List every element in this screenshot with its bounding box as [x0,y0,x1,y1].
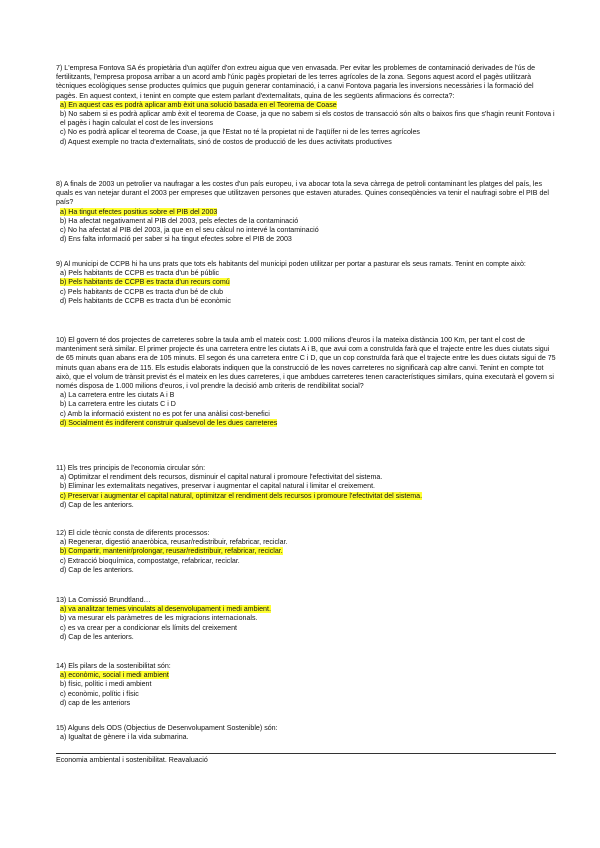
question-block [56,596,271,642]
answer-options [56,473,422,510]
answer-options [56,733,278,742]
answer-option [60,733,278,742]
question-stem: 12) El cicle tècnic consta de diferents processos: [56,529,210,537]
highlighted-answer-text: b) Pels habitants de CCPB es tracta d'un recurs comú [60,278,230,287]
answer-text: c) No ha afectat al PIB del 2003, ja que en el seu càlcul no intervé la contaminació [60,226,319,235]
question-block [56,336,556,428]
question-block [56,662,171,708]
answer-text: d) cap de les anteriors [60,698,131,707]
answer-option [60,138,556,147]
answer-option [60,671,171,680]
highlighted-answer-text: a) Ha tingut efectes positius sobre el PIB del 2003 [60,207,218,216]
answer-text: c) Extracció bioquímica, compostatge, refabricar, reciclar. [60,556,240,565]
highlighted-answer-text: a) econòmic, social i medi ambient [60,671,169,680]
answer-text: c) Amb la informació existent no es pot fer una anàlisi cost-benefici [60,409,270,418]
answer-text: d) Cap de les anteriors. [60,565,134,574]
question-stem: 13) La Comissió Brundtland… [56,596,151,604]
question-stem: 14) Els pilars de la sostenibilitat són: [56,662,171,670]
answer-option [60,410,556,419]
answer-option [60,297,526,306]
answer-text: b) Eliminar les externalitats negatives, preservar i augmentar el capital natural i limitar el creixement. [60,482,376,491]
answer-text: d) Pels habitants de CCPB es tracta d'un bé econòmic [60,296,231,305]
answer-text: a) Regenerar, digestió anaeròbica, reusar/redistribuir, refabricar, reciclar. [60,538,288,547]
answer-text: b) va mesurar els paràmetres de les migracions internacionals. [60,614,258,623]
answer-option [60,501,422,510]
answer-option [60,391,556,400]
answer-text: a) Pels habitants de CCPB es tracta d'un bé públic [60,269,220,278]
footer-divider [56,753,556,754]
answer-text: b) No sabem si es podrà aplicar amb èxit el teorema de Coase, ja que no sabem si els costos de transacció són alts o baixos fins que s'hagin reunit Fontova i el pagès i hagin calculat el cost de les inversions [60,110,555,128]
question-stem: 8) A finals de 2003 un petrolier va naufragar a les costes d'un país europeu, i va abocar tota la seva càrrega de petroli contaminant les platges del país, les quals es van netejar durant el 2003 per empreses que utilitzaven persones que estaven aturades. Quines conseqüències va tenir el naufragi sobre el PIB del país? [56,180,549,207]
question-block [56,724,278,742]
answer-text: b) físic, polític i medi ambient [60,680,152,689]
highlighted-answer-text: d) Socialment és indiferent construir qualsevol de les dues carreteres [60,418,278,427]
answer-option [60,419,556,428]
answer-option [60,624,271,633]
question-block [56,464,422,510]
answer-option [60,226,556,235]
answer-text: b) Ha afectat negativament al PIB del 2003, pels efectes de la contaminació [60,216,299,225]
answer-text: d) Aquest exemple no tracta d'externalitats, sinó de costos de producció de les dues activitats productives [60,137,392,146]
question-stem: 15) Alguns dels ODS (Objectius de Desenvolupament Sostenible) són: [56,724,278,732]
question-stem: 7) L'empresa Fontova SA és propietària d'un aqüífer d'on extreu aigua que ven envasada. Per evitar les problemes de contaminació derivades de l'ús de fertilitzants, l'empresa proposa arribar a un acord amb l'únic pagès propietari de les terres agrícoles de la zona. Segons aquest acord el pagès utilitzarà tècniques ecològiques sense productes químics que puguin generar contaminació, i a canvi Fontova pagaria les inversions necessàries i la formació del pagès. En aquest context, i tenint en compte que estem parlant d'externalitats, quina de les següents afirmacions és correcta?: [56,64,536,100]
answer-options [56,101,556,147]
answer-option [60,288,526,297]
answer-text: a) La carretera entre les ciutats A i B [60,391,175,400]
answer-option [60,614,271,623]
question-stem: 11) Els tres principis de l'economia circular són: [56,464,206,472]
highlighted-answer-text: a) En aquest cas es podrà aplicar amb èxit una solució basada en el Teorema de Coase [60,100,337,109]
answer-text: c) econòmic, polític i físic [60,689,139,698]
answer-option [60,680,171,689]
answer-option [60,208,556,217]
answer-options [56,208,556,245]
answer-option [60,217,556,226]
answer-option [60,492,422,501]
question-stem: 10) El govern té dos projectes de carreteres sobre la taula amb el mateix cost: 1.000 milions d'euros i la mateixa distància 100 Km, per tant el cost de manteniment serà similar. El primer projecte és una carretera entre les ciutats A i B, que avui com a construïda farà que el trajecte entre les dues ciutats sigui de 65 minuts quan abans era de 105 minuts. El segon és una carretera entre C i D, que un cop construïda farà que el trajecte entre les dues ciutats sigui de 75 minuts quan abans era de 115. Els estudis elaborats indiquen que la construcció de les noves carreteres no significarà cap altre canvi. Tenint en compte tot això, que el volum de trànsit previst és el mateix en les dues carreteres, i que ambdues carreteres tenen característiques similars, quina executarà el govern si només disposa de 1.000 milions d'euros, i vol prendre la decisió amb criteris de rendibilitat social? [56,336,556,391]
answer-options [56,391,556,428]
answer-option [60,699,171,708]
answer-options [56,269,526,306]
highlighted-answer-text: b) Compartir, mantenir/prolongar, reusar/redistribuir, refabricar, reciclar. [60,547,283,556]
question-block [56,64,556,147]
question-block [56,260,526,306]
answer-option [60,566,288,575]
answer-option [60,278,526,287]
answer-text: c) es va crear per a condicionar els límits del creixement [60,623,238,632]
answer-text: d) Cap de les anteriors. [60,632,134,641]
highlighted-answer-text: c) Preservar i augmentar el capital natural, optimitzar el rendiment dels recursos i promoure l'efectivitat del sistema. [60,491,423,500]
answer-option [60,110,556,128]
answer-option [60,235,556,244]
answer-text: b) La carretera entre les ciutats C i D [60,400,176,409]
answer-option [60,473,422,482]
highlighted-answer-text: a) va analitzar temes vinculats al desenvolupament i medi ambient. [60,605,271,614]
answer-option [60,400,556,409]
answer-option [60,128,556,137]
answer-option [60,633,271,642]
answer-options [56,605,271,642]
answer-text: a) Igualtat de gènere i la vida submarina. [60,733,189,742]
answer-text: a) Optimitzar el rendiment dels recursos, disminuir el capital natural i promoure l'efectivitat del sistema. [60,473,383,482]
question-block [56,180,556,244]
answer-option [60,547,288,556]
answer-option [60,690,171,699]
answer-option [60,605,271,614]
answer-options [56,671,171,708]
answer-text: c) Pels habitants de CCPB es tracta d'un bé de club [60,287,224,296]
answer-option [60,557,288,566]
answer-options [56,538,288,575]
answer-text: d) Cap de les anteriors. [60,500,134,509]
question-block [56,529,288,575]
answer-option [60,101,556,110]
question-stem: 9) Al municipi de CCPB hi ha uns prats que tots els habitants del municipi poden utilitzar per portar a pasturar els seus ramats. Tenint en compte això: [56,260,526,268]
answer-text: d) Ens falta informació per saber si ha tingut efectes sobre el PIB de 2003 [60,235,292,244]
answer-option [60,482,422,491]
page-footer: Economia ambiental i sostenibilitat. Reavaluació [56,756,208,764]
answer-option [60,269,526,278]
answer-option [60,538,288,547]
answer-text: c) No es podrà aplicar el teorema de Coase, ja que l'Estat no té la propietat ni de l'aqüífer ni de les terres agrícoles [60,128,420,137]
